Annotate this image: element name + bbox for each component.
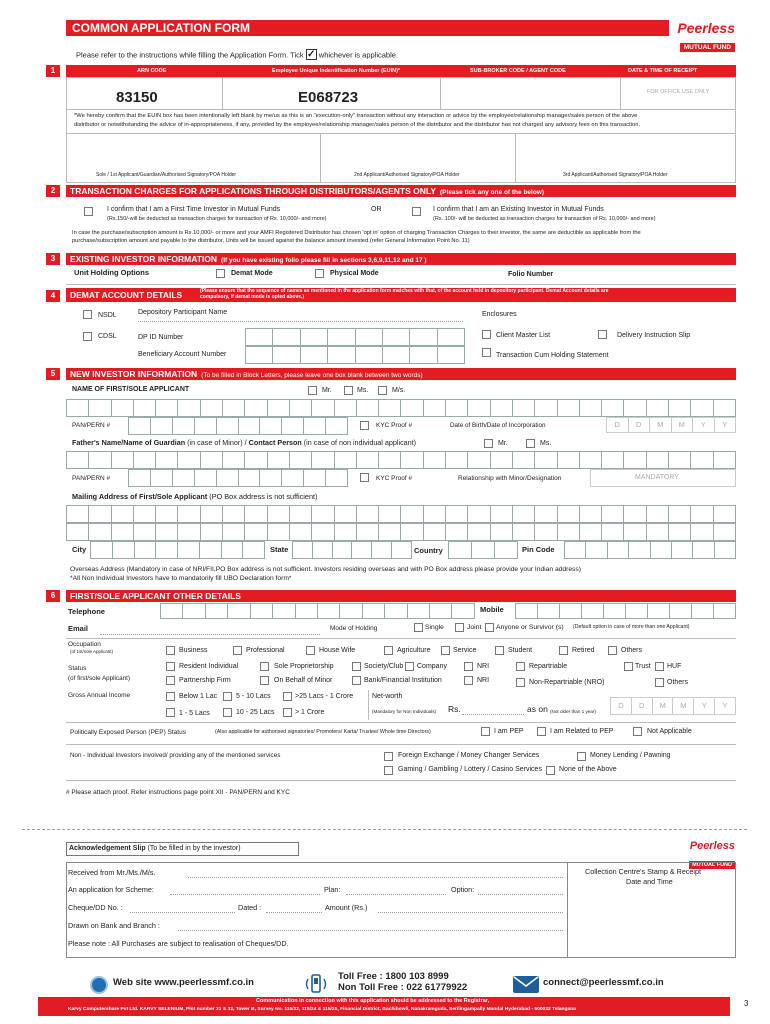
mrs-label: M/s. xyxy=(392,387,406,394)
existing-investor-label: I confirm that I am an Existing Investor in Mutual Funds xyxy=(433,206,604,213)
gaming-label: Gaming / Gambling / Lottery / Casino Services xyxy=(398,766,542,773)
inc2-label: 5 - 10 Lacs xyxy=(236,693,271,700)
pincode-label: Pin Code xyxy=(522,545,555,554)
inc4-checkbox[interactable] xyxy=(166,708,175,717)
kyc2-label: KYC Proof # xyxy=(376,475,413,482)
service-label: Service xyxy=(453,647,477,654)
nri-label: NRI xyxy=(477,663,490,670)
globe-icon xyxy=(90,976,108,994)
existing-investor-sub: (Rs. 100/- will be deducted as transaction charges for transaction of Rs. 10,000/- and more) xyxy=(433,216,656,222)
city-label: City xyxy=(72,545,87,554)
repatriable-checkbox[interactable] xyxy=(516,662,525,671)
realisation-note: Please note : All Purchases are subject to realisation of Cheques/DD. xyxy=(68,939,289,948)
pep2-checkbox[interactable] xyxy=(537,727,546,736)
section-4-number: 4 xyxy=(46,290,60,302)
huf-checkbox[interactable] xyxy=(655,662,664,671)
housewife-checkbox[interactable] xyxy=(306,646,315,655)
section-2-header xyxy=(66,185,736,197)
pep-note: (Also applicable for authorised signatories/ Promoters/ Karta/ Trustee/ Whole time Directors) xyxy=(215,729,431,735)
networth-line[interactable] xyxy=(462,714,524,715)
nw-d2[interactable]: D xyxy=(632,697,653,715)
address-row-1[interactable] xyxy=(66,505,736,523)
euin-value[interactable]: E068723 xyxy=(298,89,359,106)
scheme-line[interactable] xyxy=(170,894,320,895)
pincode-boxes[interactable] xyxy=(564,541,736,559)
networth-sub: (Mandatory for Non Individuals) xyxy=(372,709,437,714)
anyone-label: Anyone or Survivor (s) xyxy=(496,624,564,631)
student-checkbox[interactable] xyxy=(495,646,504,655)
anyone-checkbox[interactable] xyxy=(485,623,494,632)
cdsl-checkbox[interactable] xyxy=(83,332,92,341)
section-4-note-2: compulsory, if demat mode is opted above.) xyxy=(200,294,305,300)
service-checkbox[interactable] xyxy=(441,646,450,655)
occupation-sub: (of 1st/sole Applicant) xyxy=(70,649,114,654)
ms-label: Ms. xyxy=(357,387,369,394)
dob-label: Date of Birth/Date of Incorporation xyxy=(450,422,546,429)
email-label: Email xyxy=(68,624,89,633)
country-boxes[interactable] xyxy=(448,541,518,559)
holding-statement-label: Transaction Cum Holding Statement xyxy=(496,352,609,359)
telephone-label: Telephone xyxy=(68,607,105,616)
father-ms-label: Ms. xyxy=(540,440,552,447)
subbroker-label: SUB-BROKER CODE / AGENT CODE xyxy=(470,68,566,74)
ack-title: Acknowledgement Slip (To be filled in by the investor) xyxy=(69,845,241,852)
demat-mode-label: Demat Mode xyxy=(231,270,273,277)
collection-centre-label-2: Date and Time xyxy=(626,877,673,886)
state-label: State xyxy=(270,545,289,554)
transaction-charges-para-1: In case the purchase/subscription amount is Rs.10,000/- or more and your AMFI Registered Distributor has chosen 'opt in' option of charging Transaction Charges to their investor, the same are deductible as applicable from the xyxy=(72,230,641,236)
cdsl-label: CDSL xyxy=(98,333,117,340)
amount-line[interactable] xyxy=(378,912,563,913)
dob-m1[interactable]: M xyxy=(650,417,672,433)
euin-disclaimer-2: distributor or notwithstanding the advice of in-appropriateness, if any, provided by the employee/relationship manager/sales person of the distributor and the distributor has not charged any advisory fees on this transaction. xyxy=(74,122,641,128)
divider xyxy=(515,133,516,183)
others2-checkbox[interactable] xyxy=(655,678,664,687)
divider xyxy=(567,862,568,958)
beneficiary-boxes[interactable] xyxy=(245,346,465,364)
dob-d1[interactable]: D xyxy=(606,417,629,433)
nw-m1[interactable]: M xyxy=(653,697,674,715)
mandatory-placeholder: MANDATORY xyxy=(635,474,679,481)
inc1-checkbox[interactable] xyxy=(166,692,175,701)
nw-m2[interactable]: M xyxy=(673,697,694,715)
others-label: Others xyxy=(621,647,643,654)
section-3-number: 3 xyxy=(46,253,60,265)
client-master-checkbox[interactable] xyxy=(482,330,491,339)
section-3-note: (If you have existing folio please fill in sections 3,6,9,11,12 and 17 ) xyxy=(221,257,427,264)
huf-label: HUF xyxy=(667,663,682,670)
mrs-checkbox[interactable] xyxy=(378,386,387,395)
business-label: Business xyxy=(179,647,208,654)
kyc-proof-label: KYC Proof # xyxy=(376,422,413,429)
father-mr-checkbox[interactable] xyxy=(484,439,493,448)
euin-disclaimer-1: *We hereby confirm that the EUIN box has been intentionally left blank by me/us as this is an "execution-only" transaction without any interaction or advice by the employee/relationship manager/sales person of the above xyxy=(74,113,638,119)
delivery-slip-label: Delivery Instruction Slip xyxy=(617,332,691,339)
divider xyxy=(440,77,441,109)
father-name-row[interactable] xyxy=(66,451,736,469)
single-label: Single xyxy=(425,624,444,631)
divider xyxy=(66,133,736,134)
brand-logo xyxy=(675,20,735,51)
housewife-label: House Wife xyxy=(319,647,356,654)
society-checkbox[interactable] xyxy=(352,662,361,671)
professional-label: Professional xyxy=(246,647,285,654)
minor-checkbox[interactable] xyxy=(260,676,269,685)
fx-label: Foreign Exchange / Money Changer Services xyxy=(398,752,540,759)
or-label: OR xyxy=(371,206,382,213)
received-from-line[interactable] xyxy=(188,877,563,878)
ack-brand-name: Peerless xyxy=(689,840,735,852)
dob-d2[interactable]: D xyxy=(629,417,651,433)
page-number: 3 xyxy=(744,999,749,1008)
father-ms-checkbox[interactable] xyxy=(526,439,535,448)
fx-checkbox[interactable] xyxy=(384,752,393,761)
section-5-title: NEW INVESTOR INFORMATION xyxy=(70,369,198,379)
option-line[interactable] xyxy=(478,894,563,895)
divider xyxy=(66,722,736,723)
father-mr-label: Mr. xyxy=(498,440,508,447)
overseas-note-2: *All Non Individual Investors have to mandatorily fill UBO Declaration form* xyxy=(70,575,292,582)
inc4-label: 1 - 5 Lacs xyxy=(179,710,210,717)
cheque-label: Cheque/DD No. : xyxy=(68,903,123,912)
folio-number-label: Folio Number xyxy=(508,271,554,278)
nw-y1[interactable]: Y xyxy=(694,697,715,715)
agriculture-checkbox[interactable] xyxy=(384,646,393,655)
mode-of-holding-label: Mode of Holding xyxy=(330,625,378,632)
none-checkbox[interactable] xyxy=(546,766,555,775)
inc5-label: 10 - 25 Lacs xyxy=(236,709,275,716)
section-3-title: EXISTING INVESTOR INFORMATION xyxy=(70,254,218,264)
toll-free-2: Non Toll Free : 022 61779922 xyxy=(338,982,468,993)
overseas-note-1: Overseas Address (Mandatory in case of NRI/FII,PO Box address is not sufficient. Investors residing overseas and with PO Box address please provide your Indian address) xyxy=(70,566,581,573)
collection-centre-label-1: Collection Centre's Stamp & Receipt xyxy=(585,867,702,876)
others2-label: Others xyxy=(667,679,689,686)
inc3-label: >25 Lacs - 1 Crore xyxy=(295,693,354,700)
inc6-checkbox[interactable] xyxy=(283,708,292,717)
registrar-comm: Communication in connection with this application should be addressed to the Registrar, xyxy=(256,998,490,1004)
father-name-label: Father's Name/Name of Guardian (in case of Minor) / Contact Person (in case of non individual applicant) xyxy=(72,438,417,447)
nro-label: Non-Repartriable (NRO) xyxy=(529,679,605,686)
arn-label: ARN CODE xyxy=(137,68,167,74)
section-2-title: TRANSACTION CHARGES FOR APPLICATIONS THROUGH DISTRIBUTORS/AGENTS ONLY xyxy=(70,186,436,196)
pan2-label: PAN/PERN # xyxy=(72,475,111,482)
none-label: None of the Above xyxy=(559,766,617,773)
phone-icon xyxy=(303,973,329,995)
first-time-investor-label: I confirm that I am a First Time Investor in Mutual Funds xyxy=(107,206,281,213)
country-label: Country xyxy=(414,546,443,555)
section-3-header xyxy=(66,253,736,265)
physical-mode-label: Physical Mode xyxy=(330,270,379,277)
inc1-label: Below 1 Lac xyxy=(179,693,218,700)
brand-sub: MUTUAL FUND xyxy=(680,43,735,52)
tick-icon: ✓ xyxy=(307,49,316,60)
society-label: Society/Club xyxy=(364,663,404,670)
sole-prop-label: Sole Proprietorship xyxy=(274,663,334,670)
mr-label: Mr. xyxy=(322,387,332,394)
signature-1[interactable]: Sole / 1st Applicant/Guardian/Authorised Signatory/POA Holder xyxy=(96,172,237,178)
signature-2[interactable]: 2nd Applicant/Authorised Signatory/POA Holder xyxy=(354,172,460,178)
envelope-icon xyxy=(513,976,539,993)
client-master-label: Client Master List xyxy=(496,332,551,339)
form-title: COMMON APPLICATION FORM xyxy=(72,21,250,35)
section-6-header xyxy=(66,590,736,602)
dob-y2[interactable]: Y xyxy=(715,417,737,433)
mobile-boxes[interactable] xyxy=(515,603,736,619)
dob-boxes[interactable] xyxy=(606,417,736,433)
partnership-checkbox[interactable] xyxy=(166,676,175,685)
ack-brand-sub: MUTUAL FUND xyxy=(689,861,735,869)
status-label: Status xyxy=(68,665,87,672)
section-6-title: FIRST/SOLE APPLICANT OTHER DETAILS xyxy=(70,591,241,601)
section-5-header xyxy=(66,368,736,380)
status-sub: (of first/sole Applicant) xyxy=(68,675,130,682)
sole-prop-checkbox[interactable] xyxy=(260,662,269,671)
inc5-checkbox[interactable] xyxy=(223,708,232,717)
cheque-line[interactable] xyxy=(130,912,235,913)
relationship-label: Relationship with Minor/Designation xyxy=(458,475,562,482)
mobile-label: Mobile xyxy=(480,605,504,614)
received-from-label: Received from Mr./Ms./M/s. xyxy=(68,868,156,877)
business-checkbox[interactable] xyxy=(166,646,175,655)
joint-checkbox[interactable] xyxy=(455,623,464,632)
non-individual-label: Non - Individual Investors involved/ providing any of the mentioned services xyxy=(70,752,281,759)
trust-checkbox[interactable] xyxy=(624,662,633,671)
nsdl-checkbox[interactable] xyxy=(83,310,92,319)
plan-label: Plan: xyxy=(324,885,341,894)
pep2-label: I am Related to PEP xyxy=(550,728,614,735)
registrar-address: Karvy Computershare Pvt Ltd. KARVY SELENIUM, Plot number 31 & 32, Tower B, Survey No. 115/22, 115/24 & 115/25, Financial District, Gachibowli, Nanakramguda, Serilingampally Mandal Hyderabad - 500032 Telangana xyxy=(68,1007,576,1012)
nro-checkbox[interactable] xyxy=(516,678,525,687)
cut-line xyxy=(22,829,747,830)
retired-checkbox[interactable] xyxy=(559,646,568,655)
dp-id-boxes[interactable] xyxy=(245,328,465,346)
dob-m2[interactable]: M xyxy=(672,417,694,433)
divider xyxy=(66,744,736,745)
partnership-label: Partnership Firm xyxy=(179,677,231,684)
enclosures-label: Enclosures xyxy=(482,311,517,318)
website-text[interactable]: Web site www.peerlessmf.co.in xyxy=(113,977,254,988)
section-6-number: 6 xyxy=(46,590,60,602)
section-1-number: 1 xyxy=(46,65,60,77)
nsdl-label: NSDL xyxy=(98,312,117,319)
anyone-note: (Default option in case of more than one Applicant) xyxy=(573,624,690,630)
dated-label: Dated : xyxy=(238,903,262,912)
company-checkbox[interactable] xyxy=(405,662,414,671)
delivery-slip-checkbox[interactable] xyxy=(598,330,607,339)
divider xyxy=(66,284,736,285)
gaming-checkbox[interactable] xyxy=(384,766,393,775)
state-boxes[interactable] xyxy=(292,541,412,559)
mr-checkbox[interactable] xyxy=(308,386,317,395)
section-5-note: (To be filled in Block Letters, please leave one box blank between two words) xyxy=(201,372,423,379)
applicant-name-label: NAME OF FIRST/SOLE APPLICANT xyxy=(72,386,190,393)
arn-value[interactable]: 83150 xyxy=(116,89,158,106)
rs-label: Rs. xyxy=(448,704,461,714)
kyc-proof-checkbox[interactable] xyxy=(360,421,369,430)
section-2-note: (Please tick any one of the below) xyxy=(440,189,545,196)
agriculture-label: Agriculture xyxy=(397,647,431,654)
transaction-charges-para-2: purchase/subscription amount and payable to the distributor, Units will be issued against the balance amount invested.(refer General Information Point No. 11) xyxy=(72,238,470,244)
first-time-investor-sub: (Rs.150/-will be deducted as transaction charges for transaction of Rs. 10,000/- and more) xyxy=(107,216,327,222)
section-2-number: 2 xyxy=(46,185,60,197)
first-time-investor-checkbox[interactable] xyxy=(84,207,93,216)
nri2-label: NRI xyxy=(477,677,490,684)
ml-label: Money Lending / Pawning xyxy=(590,752,671,759)
dp-id-label: DP ID Number xyxy=(138,334,184,341)
single-checkbox[interactable] xyxy=(414,623,423,632)
divider xyxy=(368,690,369,720)
beneficiary-label: Beneficiary Account Number xyxy=(138,351,227,358)
plan-line[interactable] xyxy=(346,894,446,895)
dated-line[interactable] xyxy=(266,912,322,913)
date-receipt-label: DATE & TIME OF RECEIPT xyxy=(628,68,698,74)
dob-y1[interactable]: Y xyxy=(693,417,715,433)
mailing-address-label: Mailing Address of First/Sole Applicant (PO Box address is not sufficient) xyxy=(72,492,318,501)
city-boxes[interactable] xyxy=(90,541,265,559)
networth-date-boxes[interactable] xyxy=(610,697,736,715)
toll-free-1: Toll Free : 1800 103 8999 xyxy=(338,971,449,982)
company-label: Company xyxy=(417,663,447,670)
divider xyxy=(222,77,223,109)
unit-holding-label: Unit Holding Options xyxy=(74,268,149,277)
student-label: Student xyxy=(508,647,533,654)
inc3-checkbox[interactable] xyxy=(283,692,292,701)
nri2-checkbox[interactable] xyxy=(464,676,473,685)
nw-y2[interactable]: Y xyxy=(715,697,736,715)
joint-label: Joint xyxy=(467,624,482,631)
section-1-box xyxy=(66,77,736,183)
section-5-number: 5 xyxy=(46,368,60,380)
ml-checkbox[interactable] xyxy=(577,752,586,761)
attach-proof-note: # Please attach proof. Refer instructions page point XII - PAN/PERN and KYC xyxy=(66,789,290,796)
pan-label: PAN/PERN # xyxy=(72,422,111,429)
divider xyxy=(620,77,621,109)
minor-label: On Behalf of Minor xyxy=(274,677,333,684)
option-label: Option: xyxy=(451,885,475,894)
professional-checkbox[interactable] xyxy=(233,646,242,655)
office-use-label: FOR OFFICE USE ONLY xyxy=(647,89,710,95)
divider xyxy=(66,109,736,110)
repatriable-label: Repartriable xyxy=(529,663,568,670)
occupation-label: Occupation xyxy=(68,641,101,648)
trust-label: Trust xyxy=(635,663,651,670)
resident-label: Resident Individual xyxy=(179,663,239,670)
kyc2-checkbox[interactable] xyxy=(360,473,369,482)
physical-mode-checkbox[interactable] xyxy=(315,269,324,278)
pan2-boxes[interactable] xyxy=(128,469,348,487)
inc6-label: > 1 Crore xyxy=(295,709,325,716)
section-4-note-1: (Please ensure that the sequence of names as mentioned in the application form matches with that, of the account held in depository participant. Demat Account details are xyxy=(200,288,609,294)
pan-boxes[interactable] xyxy=(128,417,348,435)
inc2-checkbox[interactable] xyxy=(223,692,232,701)
scheme-label: An application for Scheme: xyxy=(68,885,154,894)
divider xyxy=(66,638,736,639)
bank-checkbox[interactable] xyxy=(352,676,361,685)
telephone-boxes[interactable] xyxy=(160,603,475,619)
section-4-title: DEMAT ACCOUNT DETAILS xyxy=(70,290,183,300)
pep3-checkbox[interactable] xyxy=(633,727,642,736)
address-row-2[interactable] xyxy=(66,523,736,541)
nw-d1[interactable]: D xyxy=(610,697,632,715)
email-contact[interactable]: connect@peerlessmf.co.in xyxy=(543,977,664,988)
signature-3[interactable]: 3rd Applicant/Authorised Signatory/POA Holder xyxy=(563,172,668,178)
pep1-checkbox[interactable] xyxy=(481,727,490,736)
holding-statement-checkbox[interactable] xyxy=(482,348,491,357)
brand-name: Peerless xyxy=(677,20,735,36)
instruction-text: Please refer to the instructions while filling the Application Form. Tick ✓ whichever is applicable. xyxy=(76,49,399,60)
euin-label: Employee Unique Indentification Number (EUIN)* xyxy=(272,68,401,74)
divider xyxy=(66,780,736,781)
divider xyxy=(320,133,321,183)
pep3-label: Not Applicable xyxy=(647,728,692,735)
gross-income-label: Gross Annual Income xyxy=(68,692,131,699)
existing-investor-checkbox[interactable] xyxy=(412,207,421,216)
dp-name-line xyxy=(138,321,463,322)
drawn-on-label: Drawn on Bank and Branch : xyxy=(68,921,160,930)
dp-name-label: Depository Participant Name xyxy=(138,309,228,316)
others-checkbox[interactable] xyxy=(608,646,617,655)
pep-label: Politically Exposed Person (PEP) Status xyxy=(70,729,186,736)
pep1-label: I am PEP xyxy=(494,728,524,735)
drawn-on-line[interactable] xyxy=(178,930,563,931)
resident-checkbox[interactable] xyxy=(166,662,175,671)
as-on-label: as on xyxy=(527,704,548,714)
email-line[interactable] xyxy=(100,634,320,635)
retired-label: Retired xyxy=(572,647,595,654)
demat-mode-checkbox[interactable] xyxy=(216,269,225,278)
as-on-sub: (Not older than 1 year) xyxy=(550,709,596,714)
ms-checkbox[interactable] xyxy=(344,386,353,395)
bank-label: Bank/Financial Institution xyxy=(364,677,442,684)
amount-label: Amount (Rs.) xyxy=(325,903,368,912)
networth-label: Net-worth xyxy=(372,693,403,700)
nri-checkbox[interactable] xyxy=(464,662,473,671)
applicant-name-row-1[interactable] xyxy=(66,399,736,417)
